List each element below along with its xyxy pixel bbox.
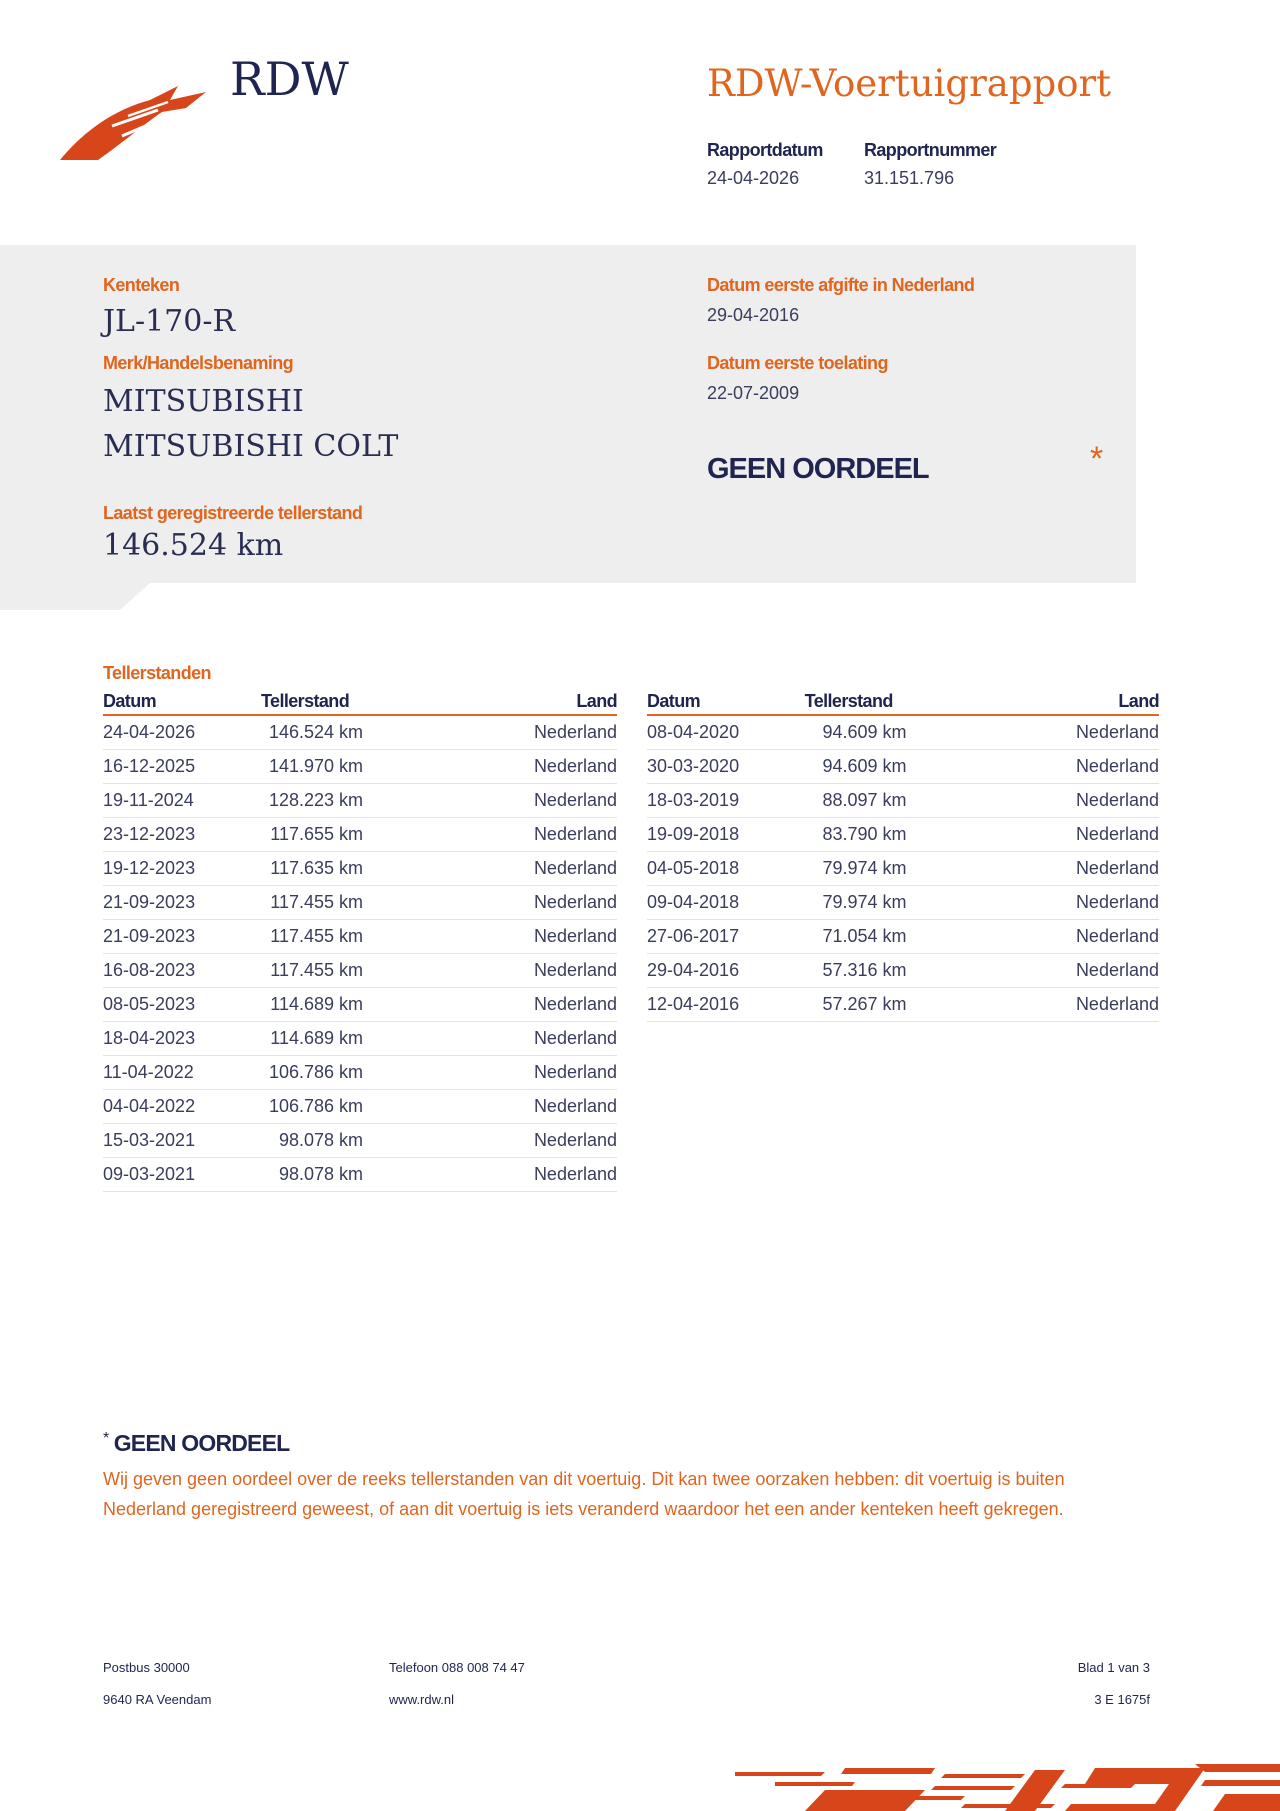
table-row [647, 784, 1159, 818]
reading-km: 114.689 km [233, 1022, 363, 1056]
reading-km: 98.078 km [233, 1158, 363, 1192]
panel-notch [0, 583, 150, 610]
reading-date: 29-04-2016 [647, 954, 777, 988]
reading-km: 106.786 km [233, 1056, 363, 1090]
reading-date: 24-04-2026 [103, 715, 233, 750]
reading-country: Nederland [363, 818, 617, 852]
table-row [103, 1056, 617, 1090]
reading-country: Nederland [363, 954, 617, 988]
table-row [103, 818, 617, 852]
report-number-label: Rapportnummer [864, 140, 997, 160]
reading-country: Nederland [363, 715, 617, 750]
plate-value: JL-170-R [103, 304, 236, 339]
note-title: GEEN OORDEEL [113, 1430, 290, 1456]
make-value: MITSUBISHI [103, 384, 304, 419]
table-row [103, 920, 617, 954]
reading-km: 94.609 km [777, 715, 907, 750]
reading-country: Nederland [907, 784, 1159, 818]
table-row [647, 750, 1159, 784]
reading-date: 08-05-2023 [103, 988, 233, 1022]
reading-country: Nederland [363, 920, 617, 954]
reading-country: Nederland [363, 852, 617, 886]
reading-date: 18-04-2023 [103, 1022, 233, 1056]
odometer-label: Laatst geregistreerde tellerstand [103, 503, 363, 523]
reading-country: Nederland [363, 784, 617, 818]
reading-km: 117.455 km [233, 886, 363, 920]
table-row [647, 988, 1159, 1022]
reading-km: 79.974 km [777, 886, 907, 920]
reading-km: 57.316 km [777, 954, 907, 988]
reading-country: Nederland [363, 1124, 617, 1158]
table-header [103, 690, 617, 715]
footer-code: 3 E 1675f [1094, 1692, 1150, 1707]
table-row [647, 818, 1159, 852]
reading-country: Nederland [907, 852, 1159, 886]
reading-country: Nederland [907, 715, 1159, 750]
table-row [647, 920, 1159, 954]
header-country: Land [363, 690, 617, 715]
reading-date: 09-03-2021 [103, 1158, 233, 1192]
reading-country: Nederland [363, 1158, 617, 1192]
reading-date: 12-04-2016 [647, 988, 777, 1022]
reading-country: Nederland [363, 750, 617, 784]
note-heading [103, 1430, 289, 1457]
reading-country: Nederland [907, 954, 1159, 988]
reading-date: 21-09-2023 [103, 920, 233, 954]
first-nl-value: 29-04-2016 [707, 305, 800, 325]
header-date: Datum [103, 690, 233, 715]
table-row [103, 886, 617, 920]
footer-address-2: 9640 RA Veendam [103, 1692, 212, 1707]
first-nl-label: Datum eerste afgifte in Nederland [707, 275, 975, 295]
reading-date: 27-06-2017 [647, 920, 777, 954]
reading-km: 106.786 km [233, 1090, 363, 1124]
reading-country: Nederland [907, 920, 1159, 954]
note-text: Wij geven geen oordeel over de reeks tellerstanden van dit voertuig. Dit kan twee oorzaken hebben: dit voertuig is buiten Nederland geregistreerd geweest, of aan dit voertuig is iets veranderd waardoor het een ander kenteken heeft gekregen. [103, 1469, 1065, 1519]
reading-date: 08-04-2020 [647, 715, 777, 750]
reading-km: 141.970 km [233, 750, 363, 784]
reading-country: Nederland [363, 886, 617, 920]
readings-table-right [647, 690, 1159, 1022]
reading-country: Nederland [907, 886, 1159, 920]
readings-table-left [103, 690, 617, 1192]
reading-km: 117.655 km [233, 818, 363, 852]
reading-date: 16-08-2023 [103, 954, 233, 988]
table-row [103, 1124, 617, 1158]
reading-date: 30-03-2020 [647, 750, 777, 784]
table-header [647, 690, 1159, 715]
report-number-value: 31.151.796 [864, 168, 955, 188]
reading-date: 19-12-2023 [103, 852, 233, 886]
rdw-logo-icon [58, 80, 208, 162]
odometer-value: 146.524 km [103, 528, 284, 563]
report-date-value: 24-04-2026 [707, 168, 800, 188]
reading-km: 117.455 km [233, 954, 363, 988]
reading-date: 11-04-2022 [103, 1056, 233, 1090]
reading-date: 04-05-2018 [647, 852, 777, 886]
reading-country: Nederland [363, 1022, 617, 1056]
table-row [647, 954, 1159, 988]
report-title: RDW-Voertuigrapport [707, 62, 1112, 105]
reading-date: 19-11-2024 [103, 784, 233, 818]
footer-address-1: Postbus 30000 [103, 1660, 190, 1675]
verdict-mark: * [1090, 440, 1104, 478]
reading-date: 19-09-2018 [647, 818, 777, 852]
plate-label: Kenteken [103, 275, 180, 295]
reading-country: Nederland [907, 750, 1159, 784]
rdw-stripes-graphic [735, 1760, 1280, 1811]
reading-date: 18-03-2019 [647, 784, 777, 818]
reading-date: 16-12-2025 [103, 750, 233, 784]
footer-web-link[interactable]: www.rdw.nl [389, 1692, 455, 1707]
first-admission-value: 22-07-2009 [707, 383, 800, 403]
header-km: Tellerstand [233, 690, 363, 715]
reading-km: 88.097 km [777, 784, 907, 818]
brand-name: RDW [230, 52, 349, 106]
reading-country: Nederland [907, 988, 1159, 1022]
reading-country: Nederland [363, 1090, 617, 1124]
reading-km: 79.974 km [777, 852, 907, 886]
note-mark: * [103, 1430, 110, 1447]
header-date: Datum [647, 690, 777, 715]
table-row [103, 1158, 617, 1192]
table-row [103, 954, 617, 988]
footer-page: Blad 1 van 3 [1077, 1660, 1150, 1675]
reading-km: 114.689 km [233, 988, 363, 1022]
reading-date: 23-12-2023 [103, 818, 233, 852]
reading-country: Nederland [363, 1056, 617, 1090]
reading-km: 57.267 km [777, 988, 907, 1022]
table-row [103, 715, 617, 750]
table-row [103, 750, 617, 784]
reading-km: 94.609 km [777, 750, 907, 784]
model-value: MITSUBISHI COLT [103, 429, 399, 464]
reading-km: 83.790 km [777, 818, 907, 852]
table-row [103, 1090, 617, 1124]
reading-date: 04-04-2022 [103, 1090, 233, 1124]
report-date-label: Rapportdatum [707, 140, 823, 160]
reading-date: 15-03-2021 [103, 1124, 233, 1158]
reading-km: 98.078 km [233, 1124, 363, 1158]
reading-date: 21-09-2023 [103, 886, 233, 920]
table-row [103, 988, 617, 1022]
readings-title: Tellerstanden [103, 663, 211, 683]
header-km: Tellerstand [777, 690, 907, 715]
table-row [103, 784, 617, 818]
footer-phone: Telefoon 088 008 74 47 [389, 1660, 525, 1675]
reading-km: 117.635 km [233, 852, 363, 886]
verdict: GEEN OORDEEL [707, 453, 929, 485]
reading-date: 09-04-2018 [647, 886, 777, 920]
table-row [103, 1022, 617, 1056]
header-country: Land [907, 690, 1159, 715]
reading-country: Nederland [363, 988, 617, 1022]
reading-country: Nederland [907, 818, 1159, 852]
reading-km: 71.054 km [777, 920, 907, 954]
reading-km: 128.223 km [233, 784, 363, 818]
table-row [647, 852, 1159, 886]
table-row [647, 715, 1159, 750]
reading-km: 146.524 km [233, 715, 363, 750]
make-label: Merk/Handelsbenaming [103, 353, 294, 373]
reading-km: 117.455 km [233, 920, 363, 954]
table-row [103, 852, 617, 886]
table-row [647, 886, 1159, 920]
first-admission-label: Datum eerste toelating [707, 353, 888, 373]
